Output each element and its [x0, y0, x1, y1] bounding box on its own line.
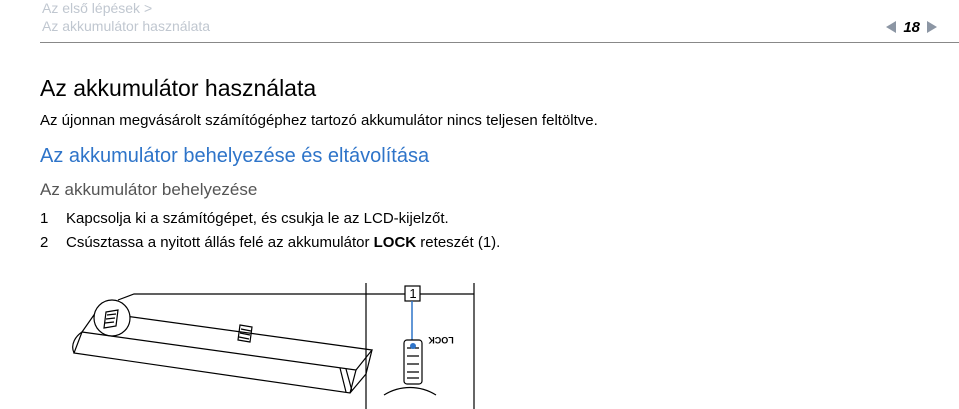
step-number: 1: [40, 210, 49, 227]
breadcrumb-current: Az akkumulátor használata: [42, 18, 211, 34]
subsection-heading: Az akkumulátor behelyezése: [40, 180, 258, 199]
step-text-end: reteszét (1).: [416, 234, 501, 251]
step-number: 2: [40, 234, 49, 251]
step-text: Kapcsolja ki a számítógépet, és csukja le az LCD-kijelzőt.: [66, 210, 449, 227]
lock-label: LOCK: [428, 335, 454, 345]
step-text: Csúsztassa a nyitott állás felé az akkumulátor: [66, 234, 374, 251]
breadcrumb-parent[interactable]: Az első lépések >: [42, 0, 153, 16]
page-title: Az akkumulátor használata: [40, 75, 317, 101]
lock-detail-zoom: [366, 283, 474, 409]
lock-keyword: LOCK: [373, 234, 417, 251]
page-number: 18: [903, 18, 920, 36]
section-heading: Az akkumulátor behelyezése és eltávolítása: [40, 145, 430, 167]
callout-number: 1: [409, 286, 417, 301]
intro-paragraph: Az újonnan megvásárolt számítógéphez tartozó akkumulátor nincs teljesen feltöltve.: [40, 112, 598, 129]
